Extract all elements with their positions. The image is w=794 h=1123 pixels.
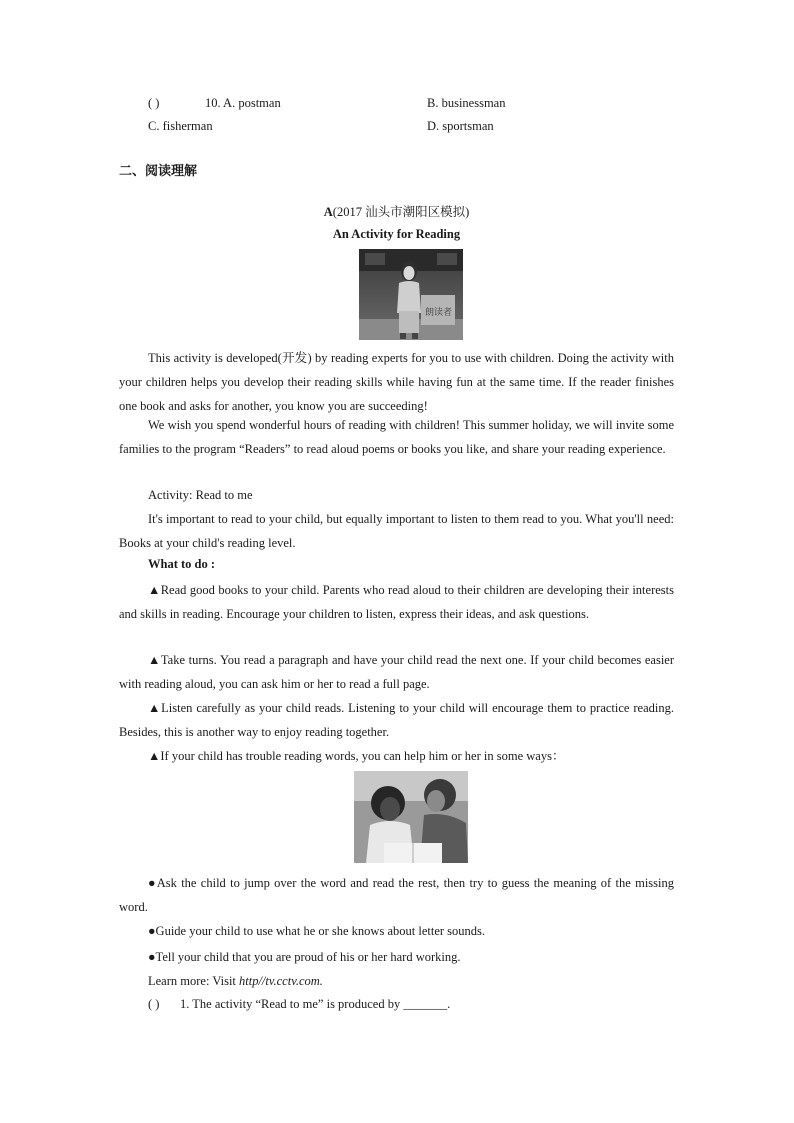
passage-title: An Activity for Reading — [332, 227, 461, 241]
passage-letter: A — [323, 205, 333, 219]
tip-read-good-books: ▲Read good books to your child. Parents who read aloud to their children are developing their interests and skills in reading. Encourage your children to listen, express their ideas, and ask questions. — [119, 583, 674, 621]
paragraph-program: We wish you spend wonderful hours of reading with children! This summer holiday, we will invite some families to the program “Readers” to read aloud poems or books you like, and share your reading experience. — [119, 418, 674, 456]
section-title: 二、阅读理解 — [119, 164, 198, 179]
tip-trouble-reading: ▲If your child has trouble reading words, you can help him or her in some ways： — [148, 749, 565, 763]
paragraph-read-to-me: It's important to read to your child, but equally important to listen to them read to you. What you'll need: Books at your child's reading level. — [119, 512, 674, 550]
passage-source — [119, 202, 674, 220]
paragraph-intro: This activity is developed(开发) by reading experts for you to use with children. Doing the activity with your children helps you develop their reading skills while having fun at the same time. If the reader finishes one book and asks for another, you know you are succeeding! — [119, 351, 674, 413]
bullet-letter-sounds: ●Guide your child to use what he or she knows about letter sounds. — [148, 924, 486, 938]
speaker-photo — [359, 249, 463, 340]
tip-take-turns: ▲Take turns. You read a paragraph and have your child read the next one. If your child becomes easier with reading aloud, you can ask him or her to read a full page. — [119, 653, 674, 691]
q1-answer-blank: ( ) — [148, 997, 160, 1011]
speaker-photo-image — [359, 249, 463, 340]
q10-option-a: 10. A. postman — [205, 96, 281, 110]
q1-question: 1. The activity “Read to me” is produced by _______. — [180, 997, 451, 1011]
learn-more-prefix: Learn more: Visit — [148, 974, 240, 988]
q10-option-b: B. businessman — [427, 96, 506, 110]
tip-listen-carefully: ▲Listen carefully as your child reads. Listening to your child will encourage them to practice reading. Besides, this is another way to enjoy reading together. — [119, 701, 674, 739]
activity-label: Activity: Read to me — [148, 488, 253, 502]
svg-text:朗读者: 朗读者 — [425, 308, 453, 318]
parent-child-photo — [354, 771, 468, 863]
q10-option-c: C. fisherman — [148, 119, 213, 133]
learn-more-url[interactable]: http//tv.cctv.com. — [239, 974, 323, 988]
q10-option-d: D. sportsman — [427, 119, 494, 133]
q10-answer-blank: ( ) — [148, 96, 160, 110]
parent-child-photo-image — [354, 771, 468, 863]
passage-source-text: (2017 汕头市潮阳区模拟) — [332, 205, 470, 219]
bullet-jump-over-word: ●Ask the child to jump over the word and read the rest, then try to guess the meaning of the missing word. — [119, 876, 674, 914]
learn-more — [148, 969, 323, 993]
what-to-do-heading: What to do : — [148, 557, 216, 571]
bullet-proud: ●Tell your child that you are proud of his or her hard working. — [148, 950, 461, 964]
